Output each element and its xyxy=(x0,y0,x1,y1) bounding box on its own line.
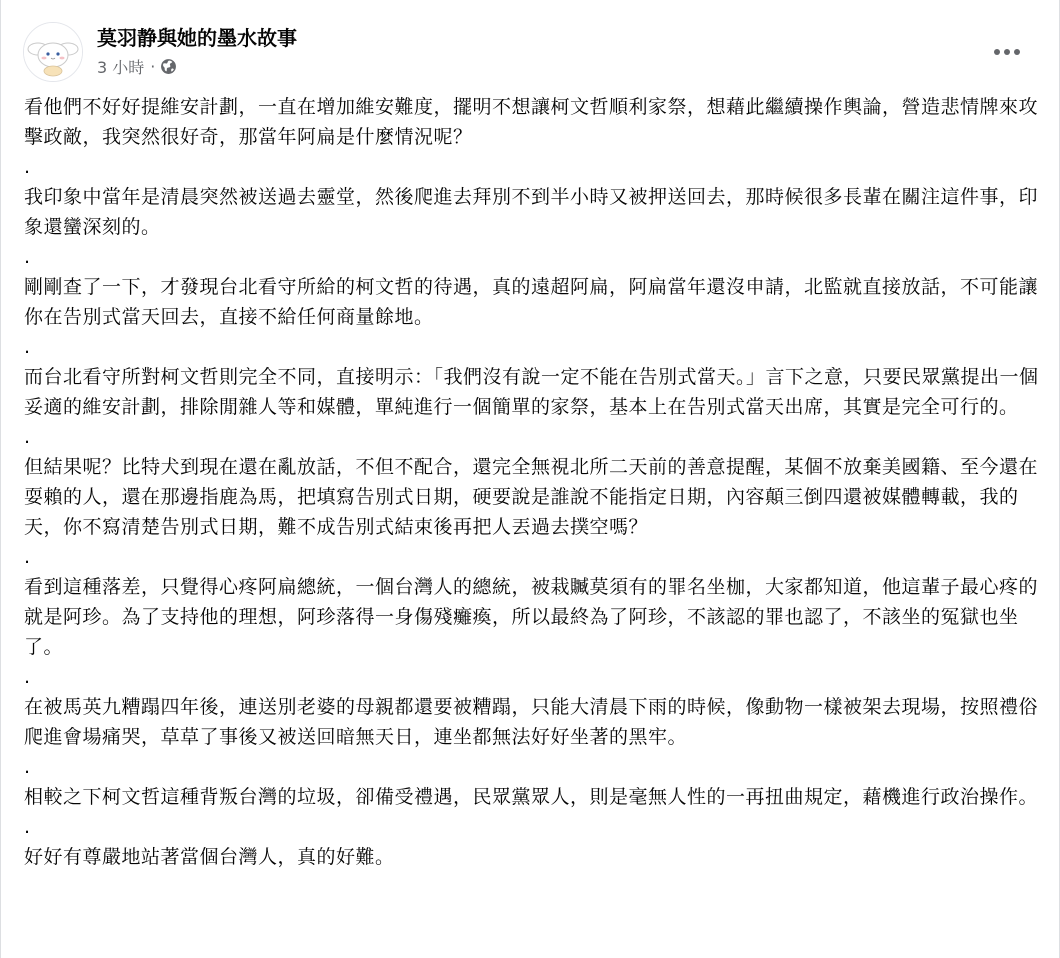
post-paragraph: 我印象中當年是清晨突然被送過去靈堂，然後爬進去拜別不到半小時又被押送回去，那時候很多長輩在關注這件事，印象還蠻深刻的。 xyxy=(24,186,1039,238)
paragraph-divider: . xyxy=(24,546,31,568)
post-paragraph: 好好有尊嚴地站著當個台灣人，真的好難。 xyxy=(24,846,395,868)
author-avatar[interactable] xyxy=(23,22,83,82)
post-timestamp[interactable]: 3 小時 xyxy=(97,57,145,77)
paragraph-divider: . xyxy=(24,156,31,178)
post-paragraph: 但結果呢？比特犬到現在還在亂放話，不但不配合，還完全無視北所二天前的善意提醒，某個不放棄美國籍、至今還在耍賴的人，還在那邊指鹿為馬，把填寫告別式日期，硬要說是誰說不能指定日期，內容顛三倒四還被媒體轉載，我的天，你不寫清楚告別式日期，難不成告別式結束後再把人丟過去撲空嗎？ xyxy=(24,456,1039,538)
post-meta xyxy=(97,55,177,77)
more-options-icon xyxy=(993,48,1021,56)
paragraph-divider: . xyxy=(24,756,31,778)
author-name[interactable]: 莫羽静與她的墨水故事 xyxy=(97,26,297,50)
more-options-button[interactable] xyxy=(989,34,1025,70)
post-paragraph: 而台北看守所對柯文哲則完全不同，直接明示：「我們沒有說一定不能在告別式當天。」言下之意，只要民眾黨提出一個妥適的維安計劃，排除閒雜人等和媒體，單純進行一個簡單的家祭，基本上在告別式當天出席，其實是完全可行的。 xyxy=(24,366,1039,418)
post-paragraph: 在被馬英九糟蹋四年後，連送別老婆的母親都還要被糟蹋，只能大清晨下雨的時候，像動物一樣被架去現場，按照禮俗爬進會場痛哭，草草了事後又被送回暗無天日，連坐都無法好好坐著的黑牢。 xyxy=(24,696,1039,748)
post-header xyxy=(23,18,1039,84)
post-paragraph: 剛剛查了一下，才發現台北看守所給的柯文哲的待遇，真的遠超阿扁，阿扁當年還沒申請，北監就直接放話，不可能讓你在告別式當天回去，直接不給任何商量餘地。 xyxy=(24,276,1039,328)
post-paragraph: 相較之下柯文哲這種背叛台灣的垃圾，卻備受禮遇，民眾黨眾人，則是毫無人性的一再扭曲規定，藉機進行政治操作。 xyxy=(24,786,1039,808)
cinnamoroll-avatar-icon xyxy=(24,23,82,81)
paragraph-divider: . xyxy=(24,816,31,838)
paragraph-divider: . xyxy=(24,426,31,448)
post-content xyxy=(24,92,1039,872)
post-paragraph: 看他們不好好提維安計劃，一直在增加維安難度，擺明不想讓柯文哲順利家祭，想藉此繼續操作輿論，營造悲情牌來攻擊政敵，我突然很好奇，那當年阿扁是什麼情況呢？ xyxy=(24,96,1039,148)
meta-separator: · xyxy=(150,56,156,76)
paragraph-divider: . xyxy=(24,246,31,268)
paragraph-divider: . xyxy=(24,336,31,358)
globe-icon[interactable] xyxy=(160,58,177,75)
post-paragraph: 看到這種落差，只覺得心疼阿扁總統，一個台灣人的總統，被栽贓莫須有的罪名坐枷，大家都知道，他這輩子最心疼的就是阿珍。為了支持他的理想，阿珍落得一身傷殘癱瘓，所以最終為了阿珍，不該認的罪也認了，不該坐的冤獄也坐了。 xyxy=(24,576,1039,658)
paragraph-divider: . xyxy=(24,666,31,688)
